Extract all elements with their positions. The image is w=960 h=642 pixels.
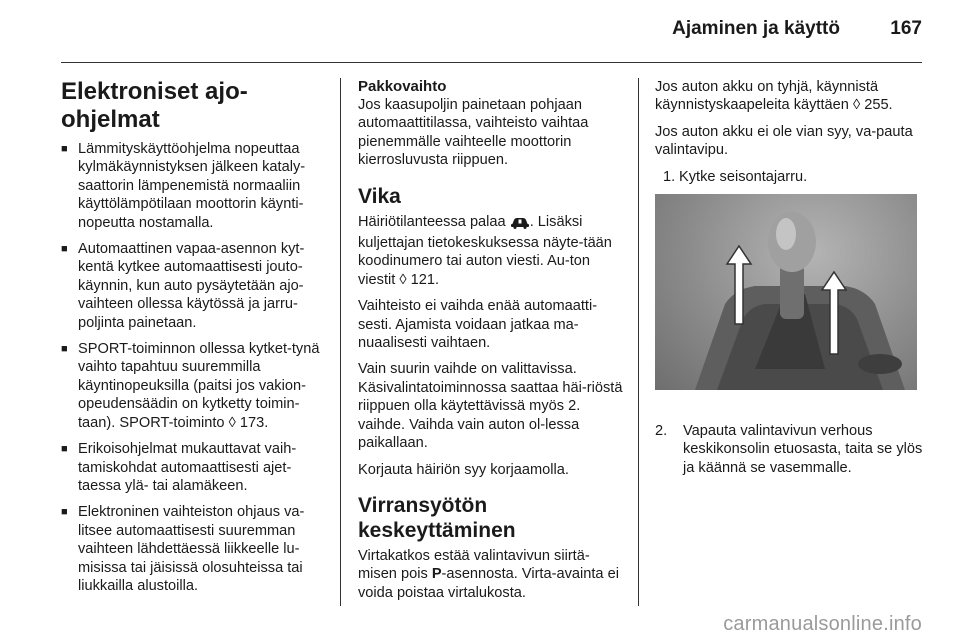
power-interruption-heading: Virransyötön keskeyttäminen <box>358 493 516 542</box>
column-divider-1 <box>340 78 341 606</box>
step-number: 2. <box>655 423 668 440</box>
step-text: Kytke seisontajarru. <box>679 168 808 185</box>
column-2 <box>358 78 626 610</box>
watermark: carmanualsonline.info <box>723 613 922 635</box>
fault-text-start: Häiriötilanteessa palaa <box>358 213 510 230</box>
battery-paragraph: Jos auton akku on tyhjä, käynnistä käynnistyskaapeleita käyttäen ◊ 255. <box>655 79 893 114</box>
fault-paragraph-2: Vaihteisto ei vaihda enää automaatti-sesti. Ajamista voidaan jatkaa ma-nuaalisesti vaihtaen. <box>358 298 598 352</box>
list-item-text: Lämmityskäyttöohjelma nopeuttaa kylmäkäynnistyksen jälkeen kataly-saattorin lämpenemistä normaaliin käyttölämpötilaan moottorin käynti-nopeutta nostamalla. <box>78 141 306 231</box>
step-1 <box>655 168 923 186</box>
column-1 <box>61 78 327 603</box>
list-item-text: Automaattinen vapaa-asennon kyt-kentä kytkee automaattisesti jouto-käynnin, kun auto pysäytetään ajo-vaihteen ollessa käytössä ja jarru-poljinta painetaan. <box>78 241 305 331</box>
list-item <box>61 140 327 232</box>
header-divider <box>61 62 922 63</box>
section-heading-drive-programs: Elektroniset ajo-ohjelmat <box>61 78 248 133</box>
power-interruption-paragraph <box>358 547 626 602</box>
gear-lever-photo-icon <box>655 194 917 390</box>
step-text: Vapauta valintavivun verhous keskikonsolin etuosasta, taita se ylös ja käännä se vasemmalle. <box>683 423 923 476</box>
fault-paragraph-1 <box>358 213 626 290</box>
bullet-square-icon: ■ <box>61 343 68 356</box>
fault-heading: Vika <box>358 184 401 208</box>
fault-paragraph-3: Vain suurin vaihde on valittavissa. Käsivalintatoiminnossa saattaa häi-riöstä riippuen olla käytettävissä myös 2. vaihde. Vaihda vain auton ol-lessa paikallaan. <box>358 361 623 452</box>
release-paragraph: Jos auton akku ei ole vian syy, va-pauta valintavipu. <box>655 123 913 159</box>
power-text-start: Virtakatkos estää valintavivun siirtä-misen pois <box>358 547 590 583</box>
fault-paragraph-4: Korjauta häiriön syy korjaamolla. <box>358 461 569 478</box>
page-number: 167 <box>890 18 922 39</box>
step-2 <box>655 422 923 477</box>
kickdown-heading: Pakkovaihto <box>358 78 447 95</box>
list-item-text: Elektroninen vaihteiston ohjaus va-litsee automaattisesti suuremman vaihteen lähdettäessä liikkeelle lu-misissa tai jäisissä olosuhteissa tai liukkailla alustoilla. <box>78 504 305 594</box>
park-position-label: P <box>431 566 442 583</box>
list-item-text: SPORT-toiminnon ollessa kytket-tynä vaihto tapahtuu suuremmilla käyntinopeuksilla (paitsi jos vakion-opeudensäädin on kytketty toimin-taan). SPORT-toiminto ◊ 173. <box>78 341 320 431</box>
bullet-square-icon: ■ <box>61 243 68 256</box>
power-text-end: -asennosta. Virta-avainta ei voida poistaa virtalukosta. <box>358 566 619 601</box>
list-item <box>61 340 327 432</box>
bullet-square-icon: ■ <box>61 443 68 456</box>
list-item <box>61 240 327 332</box>
column-3 <box>655 78 923 485</box>
bullet-square-icon: ■ <box>61 143 68 155</box>
column-divider-2 <box>638 78 639 606</box>
list-item <box>61 503 327 595</box>
gear-selector-illustration <box>655 194 917 390</box>
fault-text-end: . Lisäksi kuljettajan tietokeskuksessa näyte-tään koodinumero tai auton viesti. Au-ton viestit ◊ 121. <box>358 213 612 288</box>
list-item-text: Erikoisohjelmat mukauttavat vaih-tamiskohdat automaattisesti ajet-taessa ylä- tai alamäkeen. <box>78 441 297 494</box>
car-wrench-icon <box>510 216 530 234</box>
list-item <box>61 440 327 495</box>
kickdown-paragraph: Jos kaasupoljin painetaan pohjaan automaattitilassa, vaihteisto vaihtaa pienemmälle vaihteelle moottorin kierrosluvusta riippuen. <box>358 97 589 169</box>
drive-programs-list <box>61 140 327 595</box>
step-number: 1. <box>663 168 676 185</box>
bullet-square-icon: ■ <box>61 506 68 519</box>
chapter-title: Ajaminen ja käyttö <box>672 18 840 39</box>
